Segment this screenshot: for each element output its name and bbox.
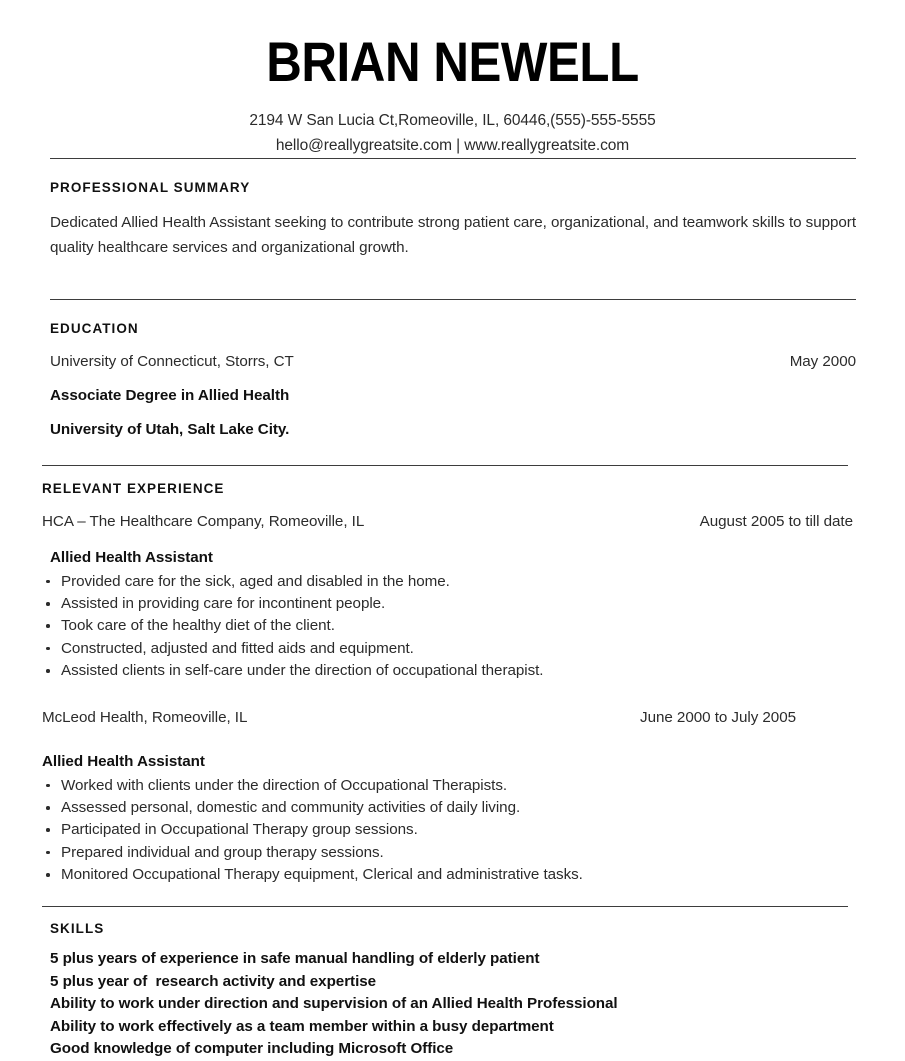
section-skills bbox=[0, 921, 905, 1061]
list-item: Participated in Occupational Therapy group sessions. bbox=[42, 819, 853, 841]
education-school: University of Connecticut, Storrs, CT bbox=[50, 353, 294, 371]
job-title: Allied Health Assistant bbox=[42, 752, 205, 770]
list-item: Constructed, adjusted and fitted aids and equipment. bbox=[42, 638, 853, 660]
summary-text: Dedicated Allied Health Assistant seeking to contribute strong patient care, organizational, and teamwork skills to support quality healthcare services and organizational growth. bbox=[50, 214, 856, 256]
job-header-row bbox=[42, 706, 853, 731]
job-date: August 2005 to till date bbox=[699, 513, 853, 531]
section-heading-education: EDUCATION bbox=[50, 321, 139, 337]
section-heading-professional-summary: PROFESSIONAL SUMMARY bbox=[50, 180, 251, 196]
section-professional-summary bbox=[0, 180, 905, 260]
job-employer: HCA – The Healthcare Company, Romeoville, IL bbox=[42, 513, 365, 531]
divider-above-experience bbox=[42, 465, 848, 466]
section-relevant-experience bbox=[0, 481, 905, 886]
divider-above-summary bbox=[50, 158, 856, 159]
resume-header bbox=[0, 0, 905, 158]
education-date: May 2000 bbox=[789, 353, 856, 371]
skill-item: Ability to work effectively as a team member within a busy department bbox=[50, 1017, 554, 1035]
divider-above-education bbox=[50, 299, 856, 300]
list-item: Assisted clients in self-care under the direction of occupational therapist. bbox=[42, 660, 853, 682]
list-item: Worked with clients under the direction of Occupational Therapists. bbox=[42, 775, 853, 797]
experience-job-1 bbox=[42, 510, 853, 682]
list-item: Prepared individual and group therapy sessions. bbox=[42, 842, 853, 864]
list-item: Monitored Occupational Therapy equipment, Clerical and administrative tasks. bbox=[42, 864, 853, 886]
list-item: Took care of the healthy diet of the client. bbox=[42, 615, 853, 637]
contact-email-website-line: hello@reallygreatsite.com | www.reallygreatsite.com bbox=[275, 137, 630, 155]
contact-address-line: 2194 W San Lucia Ct,Romeoville, IL, 60446,(555)-555-5555 bbox=[249, 112, 656, 129]
job-employer: McLeod Health, Romeoville, IL bbox=[42, 709, 248, 727]
divider-above-experience-wrap bbox=[0, 465, 905, 466]
job-title: Allied Health Assistant bbox=[50, 548, 213, 566]
education-entry-row bbox=[50, 350, 856, 375]
education-degree: Associate Degree in Allied Health bbox=[50, 387, 290, 405]
skill-item: 5 plus year of research activity and expertise bbox=[50, 972, 377, 990]
list-item: Assisted in providing care for incontinent people. bbox=[42, 593, 853, 615]
section-education bbox=[0, 321, 905, 442]
divider-above-skills bbox=[42, 906, 848, 907]
list-item: Provided care for the sick, aged and disabled in the home. bbox=[42, 571, 853, 593]
skill-item: 5 plus years of experience in safe manual handling of elderly patient bbox=[50, 950, 540, 968]
job-responsibility-list bbox=[42, 571, 853, 683]
job-date: June 2000 to July 2005 bbox=[640, 709, 796, 727]
section-heading-skills: SKILLS bbox=[50, 921, 105, 937]
experience-job-2 bbox=[42, 706, 853, 886]
candidate-name: BRIAN NEWELL bbox=[266, 30, 639, 93]
education-school-secondary: University of Utah, Salt Lake City. bbox=[50, 420, 290, 438]
skill-item: Good knowledge of computer including Microsoft Office bbox=[50, 1040, 454, 1058]
divider-above-education-wrap bbox=[0, 299, 905, 300]
skill-item: Ability to work under direction and supervision of an Allied Health Professional bbox=[50, 995, 618, 1013]
job-header-row bbox=[42, 510, 853, 535]
section-heading-relevant-experience: RELEVANT EXPERIENCE bbox=[42, 481, 225, 497]
job-responsibility-list bbox=[42, 775, 853, 887]
divider-above-skills-wrap bbox=[0, 906, 905, 907]
list-item: Assessed personal, domestic and community activities of daily living. bbox=[42, 797, 853, 819]
